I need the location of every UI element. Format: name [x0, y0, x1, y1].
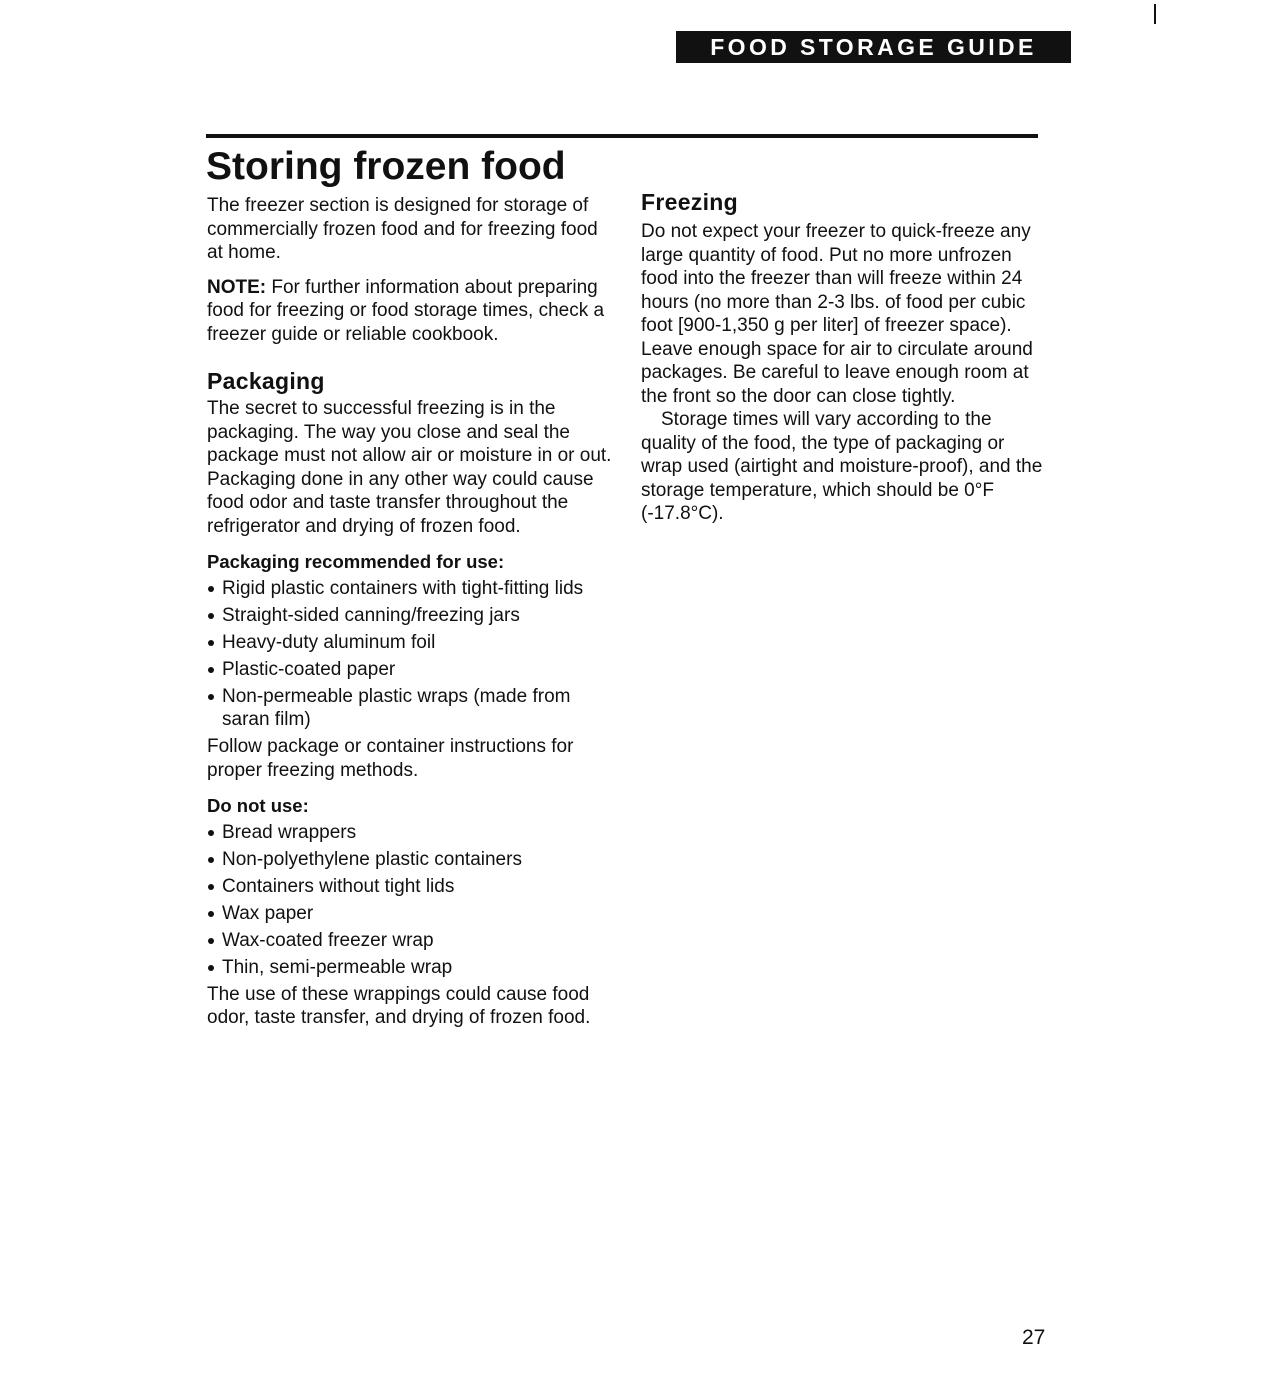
page-number: 27: [1022, 1326, 1046, 1349]
recommended-heading: Packaging recommended for use:: [207, 551, 505, 572]
list-item: Rigid plastic containers with tight-fitting lids: [207, 577, 612, 601]
page-title: Storing frozen food: [206, 145, 566, 188]
do-not-use-heading: Do not use:: [207, 795, 309, 816]
freezing-paragraph-2: Storage times will vary according to the quality of the food, the type of packaging or wrap used (airtight and moisture-proof), and the storage temperature, which should be 0°F (-17.8°C).: [641, 409, 1043, 524]
section-banner: FOOD STORAGE GUIDE: [676, 31, 1071, 63]
list-item: Plastic-coated paper: [207, 658, 612, 682]
title-rule: [206, 134, 1038, 138]
page-edge-mark: [1154, 4, 1156, 24]
follow-instructions: Follow package or container instructions for proper freezing methods.: [207, 736, 574, 781]
list-item: Wax-coated freezer wrap: [207, 929, 612, 953]
list-item: Thin, semi-permeable wrap: [207, 956, 612, 980]
do-not-use-list: [207, 821, 612, 980]
list-item: Containers without tight lids: [207, 875, 612, 899]
freezing-paragraph-1: Do not expect your freezer to quick-freeze any large quantity of food. Put no more unfrozen food into the freezer than will freeze within 24 hours (no more than 2-3 lbs. of food per cubic foot [900-1,350 g per liter] of freezer space). Leave enough space for air to circulate around packages. Be careful to leave enough room at the front so the door can close tightly.: [641, 221, 1033, 407]
packaging-body: The secret to successful freezing is in the packaging. The way you close and seal the package must not allow air or moisture in or out. Packaging done in any other way could cause food odor and taste transfer throughout the refrigerator and drying of frozen food.: [207, 398, 612, 537]
list-item: Non-polyethylene plastic containers: [207, 848, 612, 872]
recommended-list: [207, 577, 612, 732]
list-item: Heavy-duty aluminum foil: [207, 631, 612, 655]
closing-paragraph: The use of these wrappings could cause food odor, taste transfer, and drying of frozen food.: [207, 983, 591, 1028]
note-label: NOTE:: [207, 276, 267, 298]
intro-paragraph: The freezer section is designed for storage of commercially frozen food and for freezing food at home.: [207, 195, 598, 263]
note-paragraph: [207, 276, 612, 347]
list-item: Non-permeable plastic wraps (made from saran film): [207, 685, 612, 732]
list-item: Straight-sided canning/freezing jars: [207, 604, 612, 628]
packaging-heading: Packaging: [207, 368, 325, 394]
left-column: [207, 194, 612, 1030]
right-column: [641, 188, 1046, 526]
list-item: Bread wrappers: [207, 821, 612, 845]
list-item: Wax paper: [207, 902, 612, 926]
note-text: For further information about preparing food for freezing or food storage times, check a freezer guide or reliable cookbook.: [207, 276, 605, 345]
freezing-heading: Freezing: [641, 189, 738, 215]
